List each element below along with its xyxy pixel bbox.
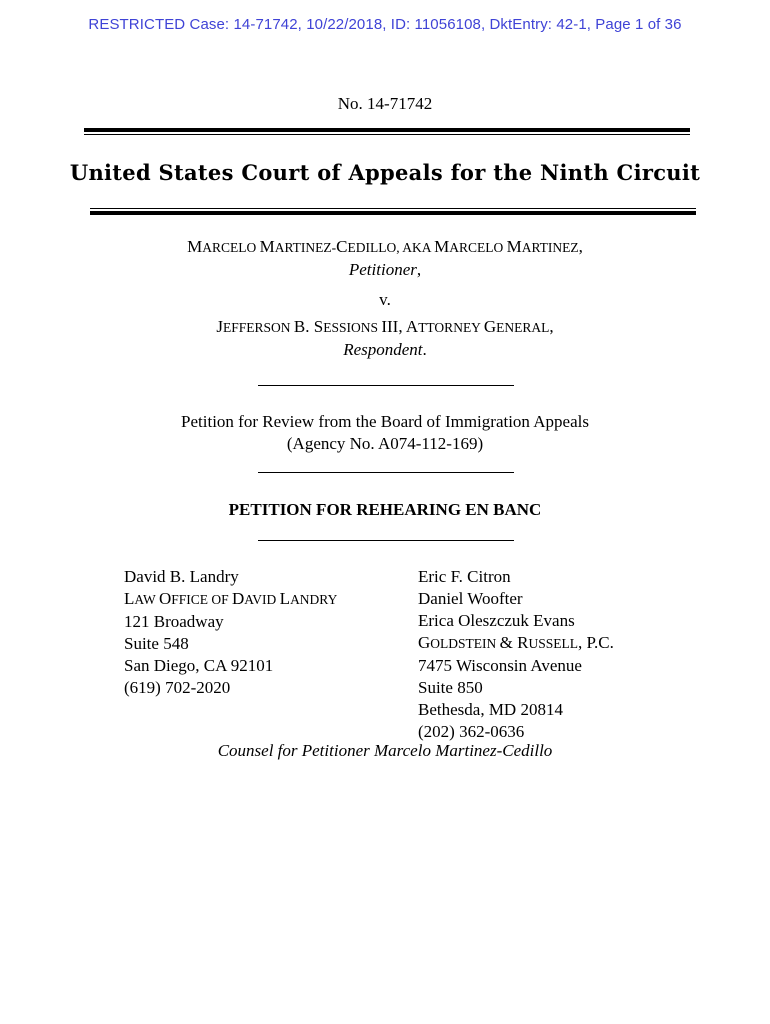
counsel-address-line: Suite 548 — [124, 634, 189, 653]
separator-rule-2 — [258, 472, 514, 473]
bottom-thin-rule — [90, 208, 696, 209]
sc-part: EDILLO, AKA — [347, 240, 435, 255]
sc-part: G — [418, 633, 431, 652]
sc-part: O — [158, 589, 172, 608]
sc-part: D — [232, 589, 245, 608]
sc-part: AW — [134, 592, 159, 607]
top-thick-rule — [84, 128, 690, 132]
left-counsel-block — [124, 566, 337, 699]
sc-part: L — [124, 589, 135, 608]
respondent-role-trail: . — [422, 340, 427, 359]
sc-part: M — [187, 237, 203, 256]
counsel-name: Daniel Woofter — [418, 589, 523, 608]
restricted-case-header: RESTRICTED Case: 14-71742, 10/22/2018, ID: 11056108, DktEntry: 42-1, Page 1 of 36 — [88, 16, 682, 33]
court-name: United States Court of Appeals for the Ninth Circuit — [69, 160, 701, 185]
counsel-address-line: 7475 Wisconsin Avenue — [418, 656, 582, 675]
sc-part: G — [483, 317, 497, 336]
sc-part: FFICE OF — [171, 592, 232, 607]
sc-part: , — [578, 237, 583, 256]
versus: v. — [379, 290, 391, 309]
respondent-role-text: Respondent — [343, 340, 423, 359]
sc-part: B. S — [293, 317, 324, 336]
counsel-firm — [124, 588, 337, 611]
counsel-name: Erica Oleszczuk Evans — [418, 611, 575, 630]
sc-part: J — [216, 317, 224, 336]
top-thin-rule — [84, 134, 690, 135]
counsel-city: San Diego, CA 92101 — [124, 656, 274, 675]
sc-part: ARCELO — [449, 240, 507, 255]
review-line-2: (Agency No. A074-112-169) — [286, 434, 484, 453]
petitioner-role-text: Petitioner — [348, 260, 417, 279]
counsel-for-petitioner: Counsel for Petitioner Marcelo Martinez-Cedillo — [217, 741, 553, 760]
sc-part: & R — [499, 633, 529, 652]
separator-rule-3 — [258, 540, 514, 541]
separator-rule-1 — [258, 385, 514, 386]
sc-part: ANDRY — [290, 592, 338, 607]
sc-part: EFFERSON — [223, 320, 294, 335]
bottom-thick-rule — [90, 211, 696, 215]
petitioner-role — [0, 260, 770, 280]
counsel-firm — [418, 632, 614, 655]
counsel-phone: (619) 702-2020 — [124, 678, 231, 697]
sc-part: ARCELO — [202, 240, 260, 255]
sc-part: ARTINEZ — [521, 240, 579, 255]
petitioner-name — [0, 237, 770, 257]
sc-part: ESSIONS — [323, 320, 382, 335]
counsel-name: Eric F. Citron — [418, 567, 511, 586]
sc-part: , — [549, 317, 554, 336]
sc-part: TTORNEY — [418, 320, 484, 335]
counsel-address-line: Suite 850 — [418, 678, 483, 697]
sc-part: ENERAL — [496, 320, 550, 335]
sc-part: AVID — [244, 592, 280, 607]
sc-part: L — [279, 589, 291, 608]
sc-part: ARTINEZ- — [274, 240, 337, 255]
sc-part: III, A — [381, 317, 419, 336]
right-counsel-block — [418, 566, 614, 743]
counsel-phone: (202) 362-0636 — [418, 722, 525, 741]
sc-part: M — [434, 237, 450, 256]
sc-part: M — [259, 237, 275, 256]
sc-part: USSELL — [528, 636, 578, 651]
review-line-1: Petition for Review from the Board of Immigration Appeals — [181, 412, 589, 431]
counsel-name: David B. Landry — [124, 567, 239, 586]
docket-number: No. 14-71742 — [337, 94, 433, 113]
counsel-city: Bethesda, MD 20814 — [418, 700, 563, 719]
respondent-role — [0, 340, 770, 360]
respondent-name — [0, 317, 770, 337]
document-title: PETITION FOR REHEARING EN BANC — [228, 500, 542, 519]
sc-part: OLDSTEIN — [430, 636, 500, 651]
sc-part: C — [336, 237, 348, 256]
counsel-address-line: 121 Broadway — [124, 612, 224, 631]
petitioner-role-trail: , — [416, 260, 422, 279]
sc-part: , P.C. — [577, 633, 614, 652]
sc-part: M — [506, 237, 522, 256]
